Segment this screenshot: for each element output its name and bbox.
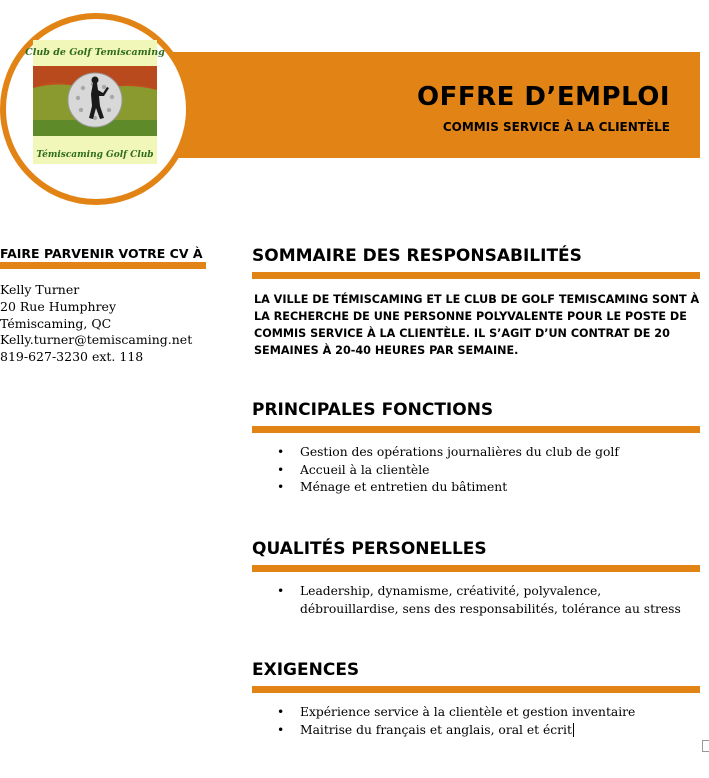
- header-banner: [150, 52, 700, 158]
- list-item: [277, 462, 700, 480]
- summary-divider: [252, 272, 700, 279]
- page-subtitle: COMMIS SERVICE À LA CLIENTÈLE: [442, 120, 670, 134]
- list-item: [277, 444, 700, 462]
- page-corner-marker: [702, 740, 709, 752]
- sidebar-heading: FAIRE PARVENIR VOTRE CV À: [0, 246, 203, 261]
- bullet-icon: •: [277, 445, 285, 459]
- requirements-list: [277, 704, 700, 739]
- list-item: [277, 704, 700, 722]
- list-item-text: Gestion des opérations journalières du club de golf: [300, 445, 619, 459]
- bullet-icon: •: [277, 462, 285, 477]
- functions-divider: [252, 426, 700, 433]
- functions-heading: PRINCIPALES FONCTIONS: [252, 400, 494, 420]
- list-item: [277, 479, 700, 497]
- sidebar-divider: [0, 262, 206, 269]
- contact-street: 20 Rue Humphrey: [0, 298, 117, 314]
- contact-email: Kelly.turner@temiscaming.net: [0, 332, 193, 348]
- bullet-icon: •: [277, 722, 285, 737]
- contact-name: Kelly Turner: [0, 282, 80, 297]
- list-item-text: Leadership, dynamisme, créativité, polyvalence, débrouillardise, sens des responsabilités, tolérance au stress: [300, 584, 681, 616]
- bullet-icon: •: [277, 480, 285, 494]
- list-item-text: Accueil à la clientèle: [300, 462, 430, 477]
- qualities-list: [277, 583, 690, 618]
- golf-club-logo: [25, 40, 165, 164]
- list-item-text[interactable]: Maitrise du français et anglais, oral et écrit: [300, 722, 572, 737]
- functions-list: [277, 444, 700, 497]
- text-cursor: [573, 723, 574, 737]
- logo-top-text: Club de Golf Temiscaming: [25, 47, 165, 58]
- page-title: OFFRE D’EMPLOI: [416, 82, 670, 112]
- bullet-icon: •: [277, 584, 285, 598]
- list-item[interactable]: [277, 722, 700, 740]
- contact-address: [0, 282, 192, 366]
- bullet-icon: •: [277, 705, 285, 719]
- logo-bottom-text: Témiscaming Golf Club: [36, 150, 154, 160]
- requirements-heading: EXIGENCES: [252, 660, 360, 680]
- contact-city: Témiscaming, QC: [0, 315, 112, 331]
- contact-phone: 819-627-3230 ext. 118: [0, 349, 144, 365]
- list-item-text: Ménage et entretien du bâtiment: [300, 480, 508, 494]
- qualities-divider: [252, 565, 700, 572]
- qualities-heading: QUALITÉS PERSONELLES: [252, 539, 487, 559]
- list-item-text: Expérience service à la clientèle et gestion inventaire: [300, 705, 636, 719]
- summary-heading: SOMMAIRE DES RESPONSABILITÉS: [252, 246, 582, 266]
- summary-text: LA VILLE DE TÉMISCAMING ET LE CLUB DE GOLF TEMISCAMING SONT À LA RECHERCHE DE UNE PERSONNE POLYVALENTE POUR LE POSTE DE COMMIS SERVICE À LA CLIENTÈLE. IL S’AGIT D’UN CONTRAT DE 20 SEMAINES À 20-40 HEURES PAR SEMAINE.: [254, 293, 700, 357]
- requirements-divider: [252, 686, 700, 693]
- list-item: [277, 583, 690, 618]
